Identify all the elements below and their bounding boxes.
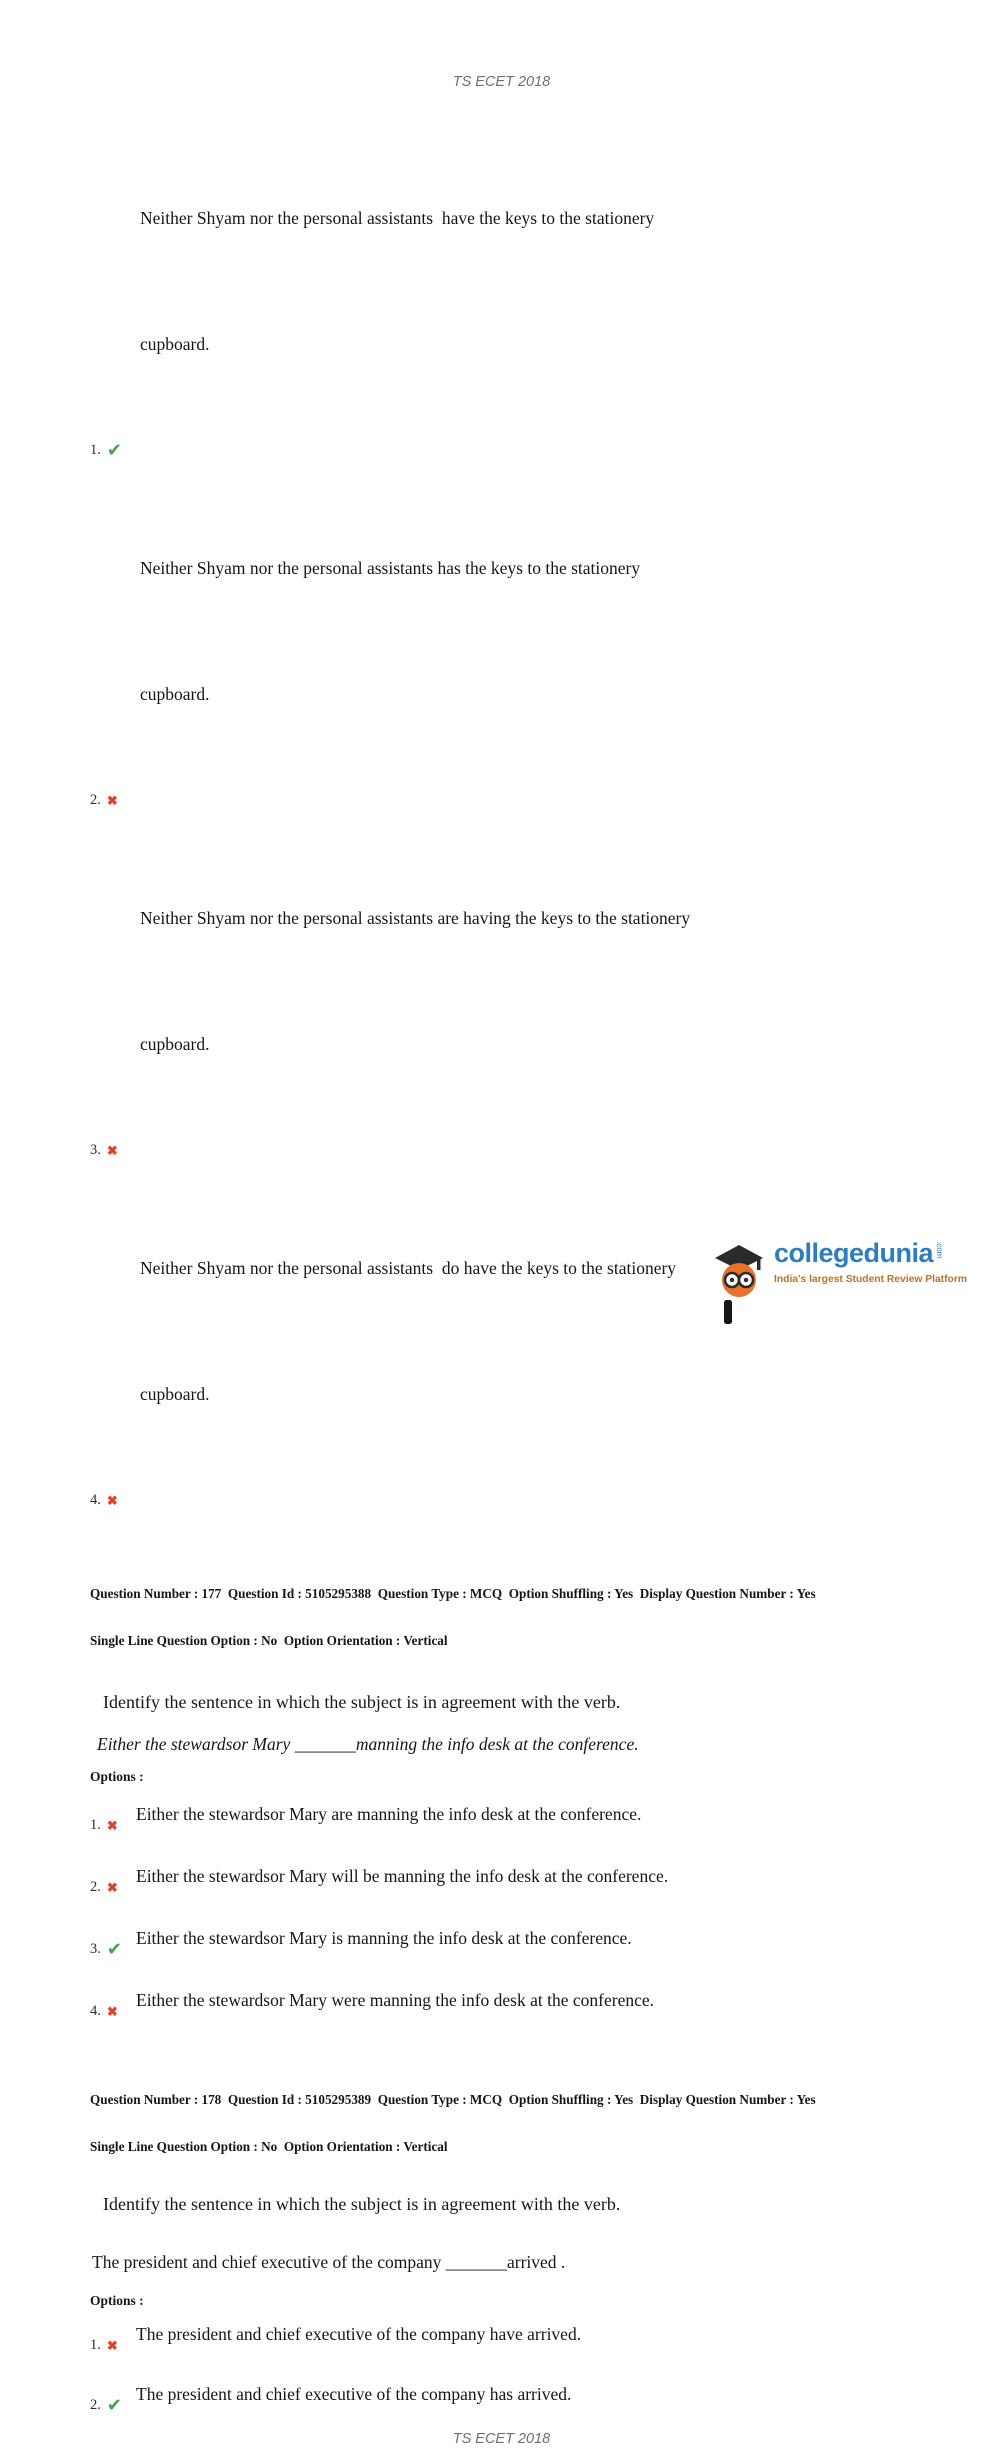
question-meta-line2: Single Line Question Option : No Option Orientation : Vertical: [90, 1632, 448, 1648]
option-number: 3.: [90, 1940, 101, 1957]
collegedunia-wordmark: [774, 1238, 967, 1286]
collegedunia-mascot-icon: [712, 1238, 766, 1329]
question-meta-line1: Question Number : 177 Question Id : 5105295388 Question Type : MCQ Option Shuffling : Yes Display Question Number : Yes: [90, 1586, 816, 1601]
check-icon: ✔: [106, 2395, 122, 2415]
option-number: 1.: [90, 2337, 101, 2353]
option-text-line2: cupboard.: [140, 1384, 210, 1404]
option-marker: [90, 2337, 136, 2354]
option-text: [136, 113, 654, 449]
option-marker: [90, 792, 136, 809]
option-text-line1: Neither Shyam nor the personal assistants have the keys to the stationery: [140, 208, 655, 228]
question-178-block: [90, 2061, 913, 2415]
option-marker: [90, 2003, 136, 2020]
option-text: [136, 813, 690, 1149]
option-number: 4.: [90, 1492, 101, 1508]
cross-icon: ✖: [106, 793, 118, 808]
collegedunia-logo: [712, 1238, 967, 1329]
option: [90, 1989, 913, 2019]
question-meta: [90, 1555, 913, 1679]
question-178-options: [90, 2323, 913, 2415]
cross-icon: ✖: [106, 1880, 118, 1895]
options-label: Options :: [90, 1769, 144, 1784]
option-number: 1.: [90, 441, 101, 458]
question-meta: [90, 2061, 913, 2185]
option: [90, 113, 913, 460]
option-text: The president and chief executive of the company has arrived.: [136, 2384, 572, 2404]
cross-icon: ✖: [106, 1143, 118, 1158]
option-text: Either the stewardsor Mary were manning the info desk at the conference.: [136, 1990, 654, 2010]
question-prompt: Either the stewardsor Mary _______manning the info desk at the conference.: [97, 1734, 639, 1754]
question-prompt: The president and chief executive of the company _______arrived .: [92, 2252, 566, 2272]
option-number: 3.: [90, 1142, 101, 1158]
option: [90, 463, 913, 808]
option-number: 2.: [90, 792, 101, 808]
option-text-line2: cupboard.: [140, 1034, 210, 1054]
option-text-line2: cupboard.: [140, 334, 210, 354]
collegedunia-tagline: India's largest Student Review Platform: [774, 1274, 967, 1285]
page-footer-title: TS ECET 2018: [452, 2431, 551, 2447]
cross-icon: ✖: [106, 1818, 118, 1833]
option-marker: [90, 1142, 136, 1159]
question-177-block: [90, 1555, 913, 2019]
option-text: Either the stewardsor Mary is manning the info desk at the conference.: [136, 1928, 632, 1948]
option-marker: [90, 441, 136, 459]
cross-icon: ✖: [106, 1493, 118, 1508]
check-icon: ✔: [106, 440, 122, 460]
option: [90, 2383, 913, 2415]
option-marker: [90, 1879, 136, 1896]
question-text: Identify the sentence in which the subject is in agreement with the verb.: [103, 1692, 621, 1712]
option: [90, 1927, 913, 1959]
option-number: 1.: [90, 1817, 101, 1833]
option-text-line1: Neither Shyam nor the personal assistants do have the keys to the stationery: [140, 1258, 677, 1278]
option-text-line1: Neither Shyam nor the personal assistants has the keys to the stationery: [140, 558, 641, 578]
option-text-line1: Neither Shyam nor the personal assistants are having the keys to the stationery: [140, 908, 691, 928]
option: [90, 1803, 913, 1833]
question-meta-line1: Question Number : 178 Question Id : 5105295389 Question Type : MCQ Option Shuffling : Yes Display Question Number : Yes: [90, 2092, 816, 2107]
option-number: 2.: [90, 1879, 101, 1895]
cross-icon: ✖: [106, 2004, 118, 2019]
option-number: 4.: [90, 2003, 101, 2019]
collegedunia-tld: .com: [935, 1241, 945, 1259]
option-text: Either the stewardsor Mary will be manning the info desk at the conference.: [136, 1866, 669, 1886]
options-label: Options :: [90, 2293, 144, 2308]
option-marker: [90, 1817, 136, 1834]
option: [90, 1163, 913, 1508]
option-marker: [90, 2396, 136, 2414]
option: [90, 1865, 913, 1895]
question-177-options: [90, 1803, 913, 2019]
option-text: [136, 463, 640, 799]
option-marker: [90, 1492, 136, 1509]
option: [90, 813, 913, 1158]
option-number: 2.: [90, 2396, 101, 2413]
check-icon: ✔: [106, 1939, 122, 1959]
option: [90, 2323, 913, 2353]
cross-icon: ✖: [106, 2338, 118, 2353]
option-text-line2: cupboard.: [140, 684, 210, 704]
option-text: [136, 1163, 676, 1499]
option-text: The president and chief executive of the company have arrived.: [136, 2324, 582, 2344]
page-header-title: TS ECET 2018: [452, 74, 551, 90]
collegedunia-name: collegedunia: [774, 1238, 934, 1268]
option-text: Either the stewardsor Mary are manning the info desk at the conference.: [136, 1804, 642, 1824]
question-meta-line2: Single Line Question Option : No Option Orientation : Vertical: [90, 2138, 448, 2154]
question-text: Identify the sentence in which the subject is in agreement with the verb.: [103, 2194, 621, 2214]
option-marker: [90, 1940, 136, 1958]
